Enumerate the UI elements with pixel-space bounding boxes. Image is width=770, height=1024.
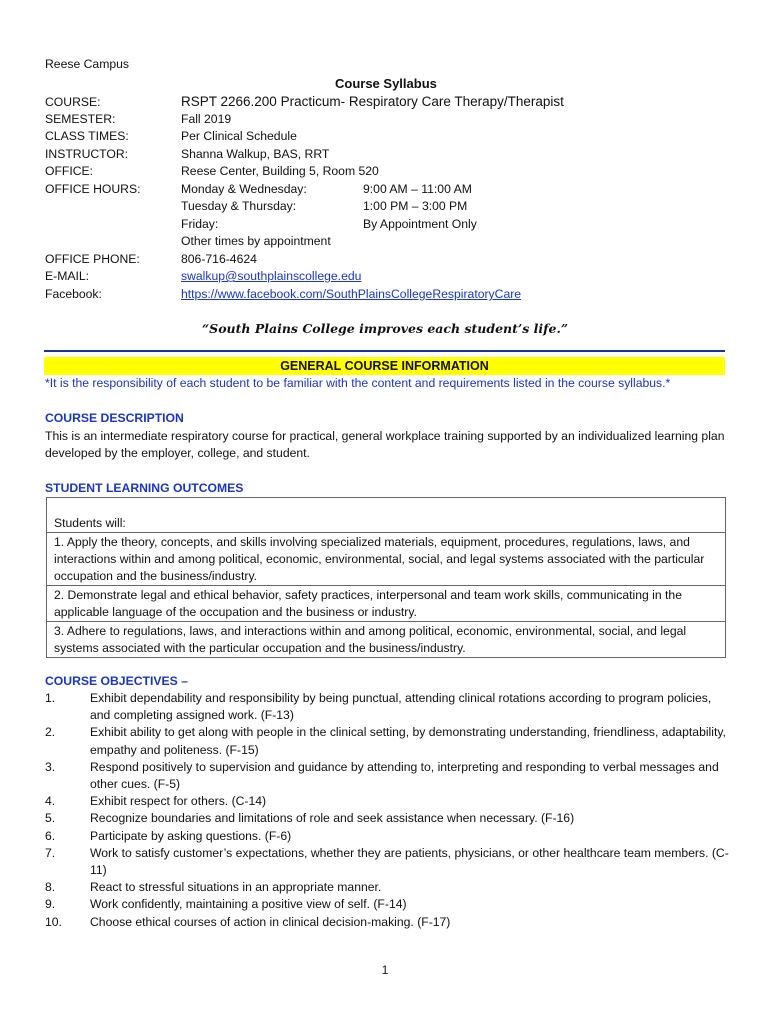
objective-item — [45, 759, 730, 793]
email-label: E-MAIL: — [45, 269, 90, 283]
objective-number: 8. — [45, 880, 56, 895]
description-text: This is an intermediate respiratory course for practical, general workplace training supported by an individualized learning plan developed by the employer, college, and student. — [45, 429, 725, 460]
objective-number: 5. — [45, 811, 56, 826]
semester-value: Fall 2019 — [181, 112, 232, 126]
objective-item — [45, 690, 730, 724]
objective-item — [45, 879, 730, 896]
objective-item — [45, 810, 730, 827]
objective-text: Work confidently, maintaining a positive view of self. (F-14) — [90, 897, 407, 912]
objectives-list — [45, 690, 730, 931]
objective-text: Exhibit respect for others. (C-14) — [90, 794, 267, 809]
email-link[interactable]: swalkup@southplainscollege.edu — [181, 269, 362, 283]
objective-number: 10. — [45, 914, 62, 929]
objective-text: Exhibit dependability and responsibility by being punctual, attending clinical rotations according to program policies, and completing assigned work. (F-13) — [90, 691, 712, 723]
objective-text: Choose ethical courses of action in clinical decision-making. (F-17) — [90, 914, 451, 929]
page-title: Course Syllabus — [335, 76, 437, 91]
office-value: Reese Center, Building 5, Room 520 — [181, 164, 379, 178]
objective-number: 1. — [45, 691, 56, 705]
facebook-label: Facebook: — [45, 287, 102, 301]
course-value: RSPT 2266.200 Practicum- Respiratory Care Therapy/Therapist — [181, 94, 564, 109]
objective-number: 9. — [45, 897, 56, 912]
objective-item — [45, 896, 730, 913]
outcome-row: 3. Adhere to regulations, laws, and interactions within and among political, economic, environmental, social, and legal systems associated with the particular occupation and the business/industry. — [47, 621, 725, 657]
office-label: OFFICE: — [45, 164, 94, 178]
facebook-link[interactable]: https://www.facebook.com/SouthPlainsCollegeRespiratoryCare — [181, 287, 522, 301]
phone-value: 806-716-4624 — [181, 252, 257, 266]
objective-number: 3. — [45, 759, 56, 774]
office-hours-days: Tuesday & Thursday: — [181, 199, 297, 213]
objective-item — [45, 724, 730, 758]
objective-item — [45, 828, 730, 845]
outcome-row: 1. Apply the theory, concepts, and skills involving specialized materials, equipment, procedures, regulations, laws, and interactions within and among political, economic, environmental, social, and legal systems associated with the particular occupation and the business/industry. — [47, 532, 725, 585]
objective-number: 6. — [45, 828, 56, 843]
instructor-value: Shanna Walkup, BAS, RRT — [181, 147, 330, 161]
office-hours-days: Monday & Wednesday: — [181, 182, 307, 196]
section-divider — [44, 350, 725, 352]
objective-item — [45, 793, 730, 810]
objective-text: React to stressful situations in an appropriate manner. — [90, 880, 382, 895]
objective-text: Participate by asking questions. (F-6) — [90, 828, 292, 843]
course-label: COURSE: — [45, 95, 101, 109]
semester-label: SEMESTER: — [45, 112, 116, 126]
objective-item — [45, 914, 730, 931]
class-times-value: Per Clinical Schedule — [181, 129, 297, 143]
outcomes-heading: STUDENT LEARNING OUTCOMES — [45, 481, 244, 495]
objective-text: Recognize boundaries and limitations of role and seek assistance when necessary. (F-16) — [90, 811, 575, 826]
office-hours-label: OFFICE HOURS: — [45, 182, 141, 196]
objective-number: 4. — [45, 794, 56, 809]
office-hours-time: 9:00 AM – 11:00 AM — [363, 182, 472, 196]
instructor-label: INSTRUCTOR: — [45, 147, 129, 161]
office-hours-time: 1:00 PM – 3:00 PM — [363, 199, 468, 213]
outcomes-intro: Students will: — [54, 516, 126, 530]
responsibility-note: *It is the responsibility of each student to be familiar with the content and requirements listed in the course syllabus.* — [45, 376, 671, 390]
objective-text: Work to satisfy customer’s expectations, whether they are patients, physicians, or other healthcare team members. (C-11) — [90, 845, 729, 878]
other-times-note: Other times by appointment — [181, 234, 331, 248]
objectives-heading: COURSE OBJECTIVES – — [45, 674, 188, 688]
college-motto: “South Plains College improves each student’s life.” — [201, 321, 569, 336]
page-number: 1 — [381, 963, 389, 977]
class-times-label: CLASS TIMES: — [45, 129, 129, 143]
general-info-banner: GENERAL COURSE INFORMATION — [44, 357, 725, 375]
objective-item — [45, 845, 730, 879]
description-heading: COURSE DESCRIPTION — [45, 411, 184, 425]
objective-text: Exhibit ability to get along with people in the clinical setting, by demonstrating understanding, friendliness, adaptability, empathy and politeness. (F-15) — [90, 725, 726, 757]
office-hours-days: Friday: — [181, 217, 219, 231]
outcomes-table — [46, 497, 726, 658]
campus-name: Reese Campus — [45, 57, 129, 71]
objective-text: Respond positively to supervision and guidance by attending to, interpreting and responding to verbal messages and other cues. (F-5) — [90, 759, 719, 792]
objective-number: 2. — [45, 725, 56, 740]
phone-label: OFFICE PHONE: — [45, 252, 140, 266]
objective-number: 7. — [45, 845, 56, 860]
outcome-row: 2. Demonstrate legal and ethical behavior, safety practices, interpersonal and team work skills, communicating in the applicable language of the occupation and the business or industry. — [47, 585, 725, 621]
office-hours-time: By Appointment Only — [363, 217, 477, 231]
